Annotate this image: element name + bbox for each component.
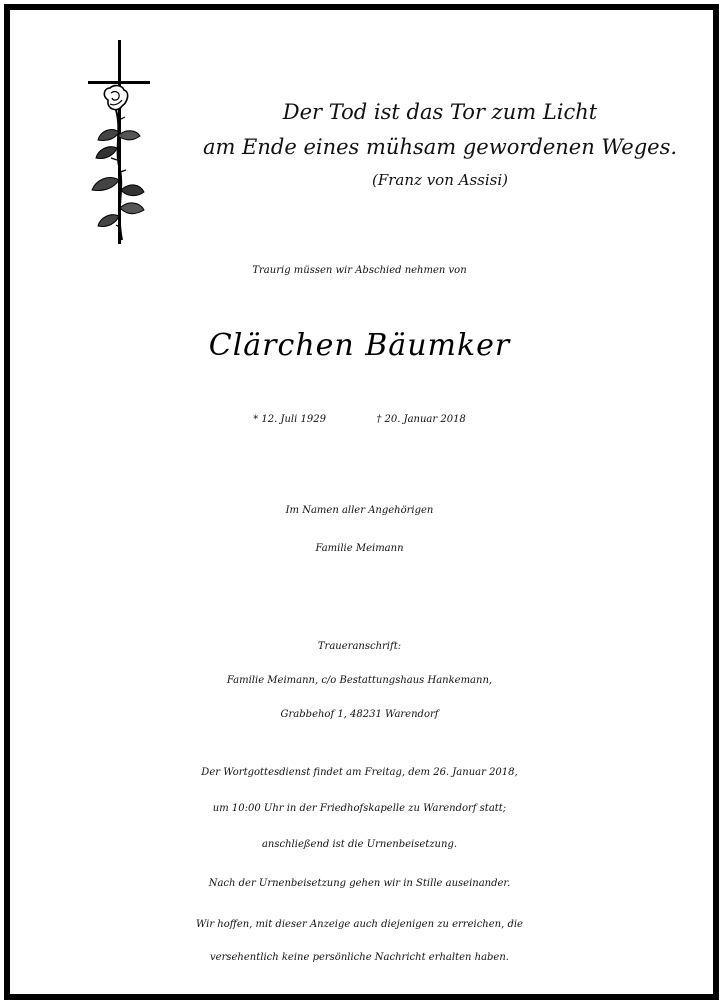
farewell-text: Nach der Urnenbeisetzung gehen wir in Stille auseinander. — [208, 878, 511, 889]
family-line-2: Familie Meimann — [315, 543, 404, 554]
family-line-1: Im Namen aller Angehörigen — [285, 505, 434, 516]
address-line-1: Familie Meimann, c/o Bestattungshaus Hankemann, — [226, 675, 493, 686]
address-heading: Traueranschrift: — [317, 641, 402, 652]
note-line-2: versehentlich keine persönliche Nachricht erhalten haben. — [210, 952, 509, 963]
quote-line-1: Der Tod ist das Tor zum Licht — [282, 100, 598, 124]
quote-line-2: am Ende eines mühsam gewordenen Weges. — [202, 135, 678, 159]
cross-with-rose-icon — [86, 40, 156, 246]
service-line-3: anschließend ist die Urnenbeisetzung. — [261, 839, 458, 850]
address-line-2: Grabbehof 1, 48231 Warendorf — [280, 709, 439, 720]
death-date: † 20. Januar 2018 — [376, 414, 466, 425]
intro-text: Traurig müssen wir Abschied nehmen von — [252, 265, 467, 276]
service-line-2: um 10:00 Uhr in der Friedhofskapelle zu Warendorf statt; — [212, 803, 507, 814]
service-line-1: Der Wortgottesdienst findet am Freitag, dem 26. Januar 2018, — [201, 767, 518, 778]
life-dates — [0, 414, 719, 425]
note-line-1: Wir hoffen, mit dieser Anzeige auch diejenigen zu erreichen, die — [196, 919, 523, 930]
quote-source: (Franz von Assisi) — [371, 171, 508, 189]
birth-date: * 12. Juli 1929 — [253, 414, 326, 425]
deceased-name: Clärchen Bäumker — [208, 328, 511, 363]
